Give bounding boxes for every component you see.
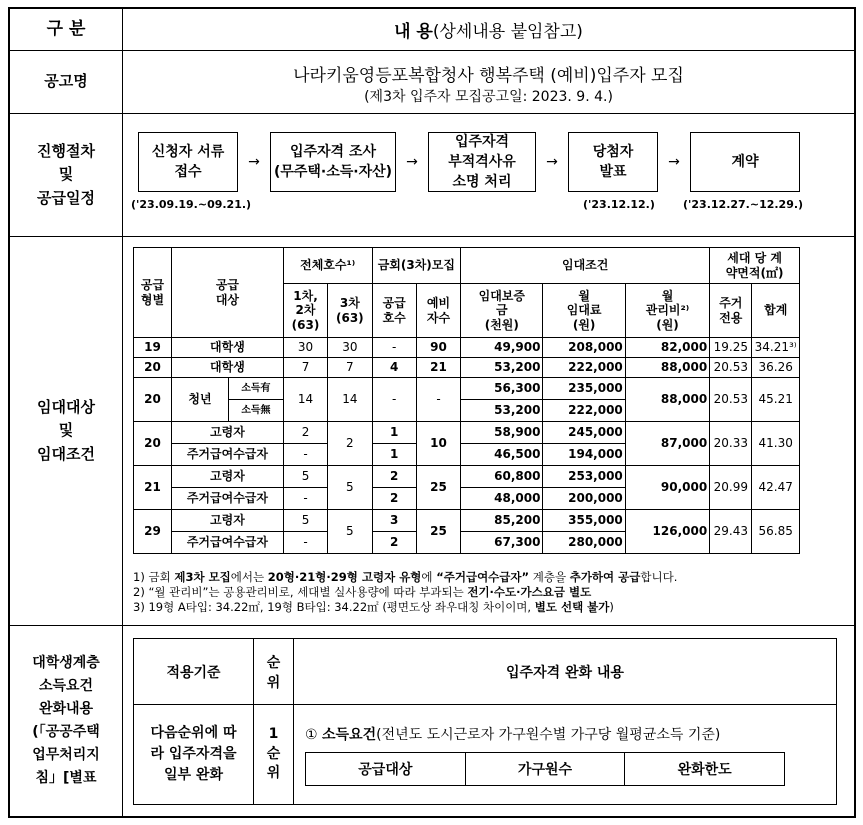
cell-target: 주거급여수급자 [171,444,283,466]
notice-row [10,51,854,114]
th-target: 공급 대상 [171,248,283,338]
cell-r12: 7 [283,358,327,378]
cell-r3: 7 [328,358,372,378]
th-mgmt: 월 관리비²⁾ (원) [625,284,709,338]
cell-rent: 222,000 [543,358,625,378]
cell-reserve: 25 [416,510,460,554]
cell-supply: - [372,378,416,422]
cell-exclusive: 29.43 [710,510,752,554]
notice-summary-table [8,7,856,818]
th-reserve: 예비 자수 [416,284,460,338]
cell-supply: 1 [372,422,416,444]
relax-income-item [305,724,835,744]
note-text: 1) 금회 [133,570,175,584]
relax-label: 대학생계층 소득요건 완화내용 (「공공주택 업무처리지 침」[별표 [10,626,123,816]
th-sum: 합계 [752,284,800,338]
arrow-icon: → [248,154,260,170]
cell-supply: 2 [372,532,416,554]
cell-r12: 30 [283,338,327,358]
cell-type: 20 [134,378,172,422]
cell-r12: 2 [283,422,327,444]
cell-sum: 41.30 [752,422,800,466]
cell-sum: 36.26 [752,358,800,378]
note-text: ) [609,599,614,614]
th-rank: 순 위 [254,639,294,705]
inner-header-target: 공급대상 [306,753,466,786]
notice-title: 나라키움영등포복합청사 행복주택 (예비)입주자 모집 [293,66,684,86]
cell-sum: 56.85 [752,510,800,554]
cell-target: 대학생 [171,338,283,358]
th-supply: 공급 호수 [372,284,416,338]
note-3 [133,600,677,615]
note-text: 합니다. [640,570,678,584]
cell-exclusive: 20.99 [710,466,752,510]
cell-deposit: 48,000 [461,488,543,510]
th-relax-content: 입주자격 완화 내용 [294,639,837,705]
relax-inner-table [305,752,785,786]
relax-table [133,638,837,805]
date-announcement: ('23.12.12.) [583,198,655,211]
th-exclusive: 주거 전용 [710,284,752,338]
cell-supply: 4 [372,358,416,378]
item-text: (전년도 도시근로자 가구원수별 가구당 월평균소득 기준) [376,727,721,743]
note-1 [133,570,677,585]
cell-mgmt: 87,000 [625,422,709,466]
th-deposit: 임대보증 금 (천원) [461,284,543,338]
note-text: 에 [421,570,437,584]
cell-sum: 45.21 [752,378,800,422]
step-application: 신청자 서류 접수 [138,132,238,192]
cell-deposit: 85,200 [461,510,543,532]
cell-rent: 355,000 [543,510,625,532]
cell-mgmt: 90,000 [625,466,709,510]
cell-r3: 2 [328,422,372,466]
cell-mgmt: 126,000 [625,510,709,554]
note-text: 계층을 [529,570,570,584]
cell-type: 21 [134,466,172,510]
rental-table [133,247,800,554]
step-contract: 계약 [690,132,800,192]
cell-supply: - [372,338,416,358]
header-row [10,9,854,51]
rental-row [10,237,854,626]
notice-label: 공고명 [10,51,123,113]
cell-rent: 200,000 [543,488,625,510]
inner-header-household: 가구원수 [465,753,625,786]
cell-reserve: - [416,378,460,422]
cell-mgmt: 88,000 [625,358,709,378]
cell-rent: 235,000 [543,378,625,400]
cell-sum: 34.21³⁾ [752,338,800,358]
note-text: 2) “월 관리비”는 공용관리비로, 세대별 실사용량에 따라 부과되는 [133,584,468,599]
table-row [134,378,800,400]
cell-subtarget: 소득無 [228,400,283,422]
cell-target: 주거급여수급자 [171,488,283,510]
rental-content [123,237,854,625]
note-bold: 추가하여 공급 [569,570,641,584]
cell-mgmt: 82,000 [625,338,709,358]
cell-r3: 30 [328,338,372,358]
cell-reserve: 90 [416,338,460,358]
cell-target: 고령자 [171,466,283,488]
process-label: 진행절차 및 공급일정 [10,114,123,236]
note-2 [133,585,677,600]
header-content-note: (상세내용 붙임참고) [432,22,583,42]
cell-supply: 1 [372,444,416,466]
date-contract: ('23.12.27.~12.29.) [683,198,804,211]
notice-content [123,51,854,113]
note-bold: 별도 선택 불가 [534,599,610,614]
cell-rent: 280,000 [543,532,625,554]
cell-target: 고령자 [171,510,283,532]
relax-rank: 1 순 위 [254,705,294,805]
inner-header-limit: 완화한도 [625,753,785,786]
cell-deposit: 53,200 [461,400,543,422]
cell-target: 고령자 [171,422,283,444]
cell-mgmt: 88,000 [625,378,709,422]
table-row [134,510,800,532]
process-content [123,114,854,236]
th-type: 공급 형별 [134,248,172,338]
th-basis: 적용기준 [134,639,254,705]
table-row [134,422,800,444]
cell-deposit: 49,900 [461,338,543,358]
table-row [134,338,800,358]
note-text: 3) 19형 A타입: 34.22㎡, 19형 B타입: 34.22㎡ (평면도상 좌우대칭 차이이며, [133,599,535,614]
th-round12: 1차, 2차 (63) [283,284,327,338]
step-winner-announcement: 당첨자 발표 [568,132,658,192]
cell-deposit: 58,900 [461,422,543,444]
cell-r12: - [283,444,327,466]
relax-basis: 다음순위에 따 라 입주자격을 일부 완화 [134,705,254,805]
date-application: ('23.09.19.~09.21.) [131,198,252,211]
cell-deposit: 53,200 [461,358,543,378]
cell-rent: 253,000 [543,466,625,488]
table-row [134,466,800,488]
cell-r12: 5 [283,466,327,488]
cell-exclusive: 19.25 [710,338,752,358]
cell-deposit: 67,300 [461,532,543,554]
cell-type: 20 [134,422,172,466]
cell-deposit: 60,800 [461,466,543,488]
th-area: 세대 당 계 약면적(㎡) [710,248,800,284]
cell-exclusive: 20.53 [710,358,752,378]
cell-reserve: 25 [416,466,460,510]
cell-subtarget: 소득有 [228,378,283,400]
cell-rent: 208,000 [543,338,625,358]
cell-supply: 3 [372,510,416,532]
cell-reserve: 21 [416,358,460,378]
th-round3: 3차 (63) [328,284,372,338]
cell-type: 20 [134,358,172,378]
cell-type: 29 [134,510,172,554]
cell-deposit: 46,500 [461,444,543,466]
rental-notes [133,570,677,615]
rental-label: 임대대상 및 임대조건 [10,237,123,625]
cell-rent: 245,000 [543,422,625,444]
cell-type: 19 [134,338,172,358]
cell-r3: 14 [328,378,372,422]
cell-r12: 14 [283,378,327,422]
cell-exclusive: 20.33 [710,422,752,466]
notice-subtitle: (제3차 입주자 모집공고일: 2023. 9. 4.) [364,89,613,105]
cell-supply: 2 [372,488,416,510]
item-number: ① [305,727,318,743]
cell-deposit: 56,300 [461,378,543,400]
th-conditions: 임대조건 [461,248,710,284]
step-eligibility-check: 입주자격 조사 (무주택·소득·자산) [270,132,396,192]
arrow-icon: → [546,154,558,170]
table-row [134,358,800,378]
th-round: 금회(3차)모집 [372,248,461,284]
cell-rent: 222,000 [543,400,625,422]
th-rent: 월 임대료 (원) [543,284,625,338]
cell-sum: 42.47 [752,466,800,510]
cell-r3: 5 [328,510,372,554]
relax-detail [294,705,837,805]
note-bold: 전기·수도·가스요금 별도 [467,584,592,599]
arrow-icon: → [406,154,418,170]
cell-r12: - [283,532,327,554]
cell-exclusive: 20.53 [710,378,752,422]
header-content [123,9,854,50]
note-bold: “주거급여수급자” [436,570,530,584]
note-bold: 20형·21형·29형 고령자 유형 [267,570,422,584]
cell-target: 청년 [171,378,228,422]
cell-supply: 2 [372,466,416,488]
header-content-bold: 내 용 [394,22,433,42]
cell-target: 대학생 [171,358,283,378]
cell-r12: 5 [283,510,327,532]
note-text: 에서는 [230,570,268,584]
cell-reserve: 10 [416,422,460,466]
arrow-icon: → [668,154,680,170]
item-bold: 소득요건 [322,727,377,743]
relax-content [123,626,854,816]
header-category: 구 분 [10,9,123,50]
process-row [10,114,854,237]
cell-r3: 5 [328,466,372,510]
relax-row [10,626,854,816]
cell-rent: 194,000 [543,444,625,466]
cell-target: 주거급여수급자 [171,532,283,554]
th-total-units: 전체호수¹⁾ [283,248,372,284]
note-bold: 제3차 모집 [174,570,231,584]
cell-r12: - [283,488,327,510]
step-disqualification-review: 입주자격 부적격사유 소명 처리 [428,132,536,192]
